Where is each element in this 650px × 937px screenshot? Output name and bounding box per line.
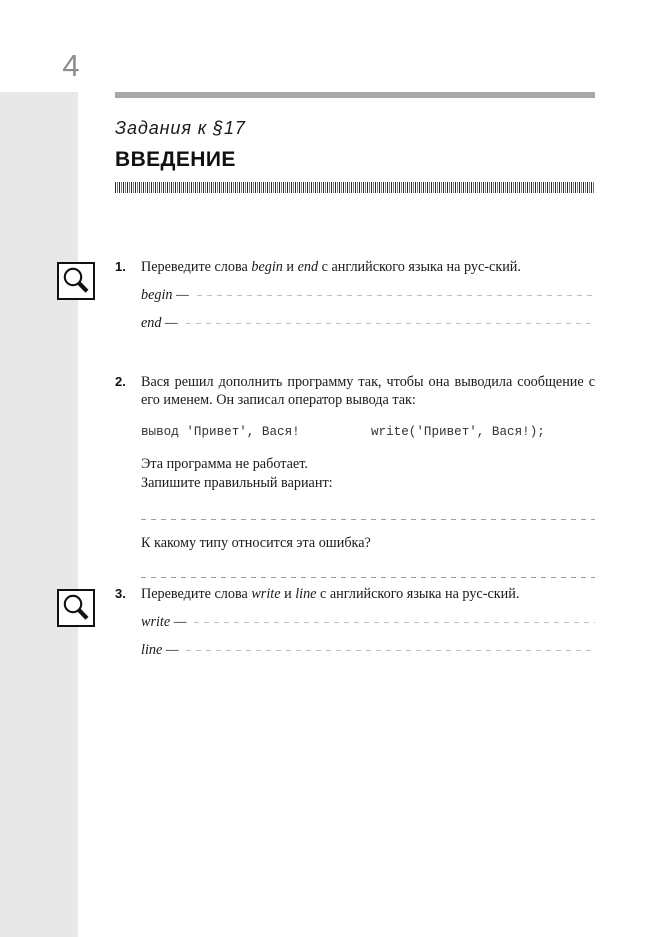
exercise-3-term-write: write (251, 586, 281, 602)
exercise-1-answer-blank-end[interactable] (186, 323, 595, 324)
magnifier-marker-1 (57, 262, 95, 300)
exercise-2-code-left: вывод 'Привет', Вася! (141, 425, 300, 439)
header-hatch-rule (115, 182, 595, 193)
magnifier-icon (59, 264, 93, 298)
exercise-1-answer-label-end: end — (141, 315, 178, 331)
exercise-3-answer-label-write: write — (141, 614, 187, 630)
exercise-3-answer-row-line[interactable] (115, 642, 595, 659)
exercise-1-prompt-c: и (282, 259, 298, 275)
magnifier-marker-3 (57, 589, 95, 627)
exercise-1-number: 1. (115, 259, 126, 274)
exercise-1-prompt-a: Переведите слова (141, 259, 252, 275)
exercise-3-prompt (141, 585, 595, 603)
page-number: 4 (62, 48, 80, 83)
exercise-2-number: 2. (115, 374, 126, 389)
exercise-3-answer-label-line: line — (141, 642, 179, 658)
exercise-2-head (115, 373, 595, 409)
exercise-2-code-right: write('Привет', Вася!); (371, 425, 545, 439)
exercise-3-prompt-a: Переведите слова (141, 586, 252, 602)
section-kicker: Задания к §17 (115, 118, 246, 138)
exercise-2-answer-blank-2[interactable] (141, 577, 595, 578)
exercise-1-answer-blank-begin[interactable] (197, 295, 595, 296)
magnifier-icon (59, 591, 93, 625)
exercise-2-code-row (115, 423, 595, 441)
exercise-1-term-end: end (297, 259, 319, 275)
exercise-1-prompt-e: с английского языка на рус-ский. (318, 259, 521, 275)
exercise-1-head (115, 258, 595, 276)
exercise-3-answer-row-write[interactable] (115, 614, 595, 631)
exercise-1 (115, 258, 595, 332)
header-top-rule (115, 92, 595, 98)
exercise-2-prompt: Вася решил дополнить программу так, чтобы она выводила сообщение с его именем. Он записал оператор вывода так: (141, 374, 595, 408)
exercise-1-prompt (141, 258, 595, 276)
exercise-3-answer-blank-line[interactable] (186, 650, 595, 651)
exercise-3-answer-blank-write[interactable] (194, 622, 595, 623)
exercise-3 (115, 585, 595, 659)
exercise-2-question: К какому типу относится эта ошибка? (141, 535, 371, 551)
left-gray-band (0, 92, 78, 937)
exercise-1-answer-label-begin: begin — (141, 287, 189, 303)
exercise-2-statement-2: Запишите правильный вариант: (141, 475, 333, 491)
exercise-3-head (115, 585, 595, 603)
exercise-1-answer-row-end[interactable] (115, 315, 595, 332)
exercise-3-prompt-e: с английского языка на рус-ский. (316, 586, 520, 602)
exercise-2-statement-1: Эта программа не работает. (141, 456, 308, 472)
exercise-1-answer-row-begin[interactable] (115, 287, 595, 304)
exercise-1-term-begin: begin (251, 259, 283, 275)
exercise-3-number: 3. (115, 586, 126, 601)
page-title: ВВЕДЕНИЕ (115, 148, 236, 171)
exercise-2 (115, 373, 595, 578)
exercise-3-term-line: line (295, 586, 317, 602)
exercise-2-answer-blank-1[interactable] (141, 519, 595, 520)
exercise-3-prompt-c: и (280, 586, 296, 602)
